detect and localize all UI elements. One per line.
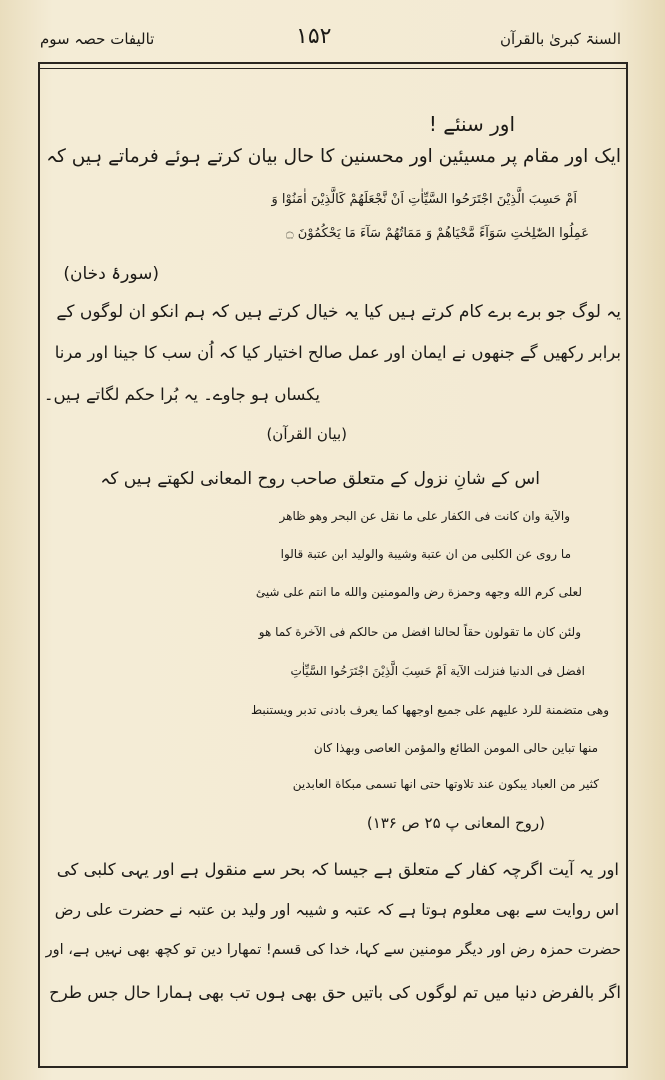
paragraph-line: ایک اور مقام پر مسیئین اور محسنین کا حال بیان کرتے ہوئے فرماتے ہیں کہ (46, 146, 621, 167)
source-reference: (بیان القرآن) (266, 425, 347, 443)
quran-verse-line: اَمْ حَسِبَ الَّذِیْنَ اجْتَرَحُوا السَّیِّاٰتِ اَنْ نَّجْعَلَهُمْ كَالَّذِیْنَ اٰمَنُوْا وَ (271, 192, 577, 207)
surah-reference: (سورۂ دخان) (63, 264, 159, 284)
paragraph-line: حضرت حمزہ رض اور دیگر مومنین سے کہا، خدا کی قسم! تمھارا دین تو کچھ بھی نہیں ہے، اور (45, 942, 621, 958)
arabic-quote-line: لعلی کرم الله وجهه وحمزة رض والمومنین والله ما انتم علی شیئ (255, 585, 582, 599)
arabic-quote-line: منها تباین حالی المومن الطائع والمؤمن العاصی وبهذا کان (313, 741, 598, 755)
page-number: ۱۵۲ (296, 24, 332, 49)
quran-verse-line: عَمِلُوا الصّٰلِحٰتِ سَوَآءً مَّحْیَاهُمْ وَ مَمَاتُهُمْ سَآءَ مَا یَحْكُمُوْنَ ۝ (286, 226, 589, 241)
paragraph-line: اس روایت سے بھی معلوم ہوتا ہے کہ عتبہ و شیبہ اور ولید بن عتبہ نے حضرت علی رض (54, 901, 619, 919)
arabic-quote-line: کثیر من العباد یبکون عند تلاوتها حتی انها تسمی مبکاة العابدین (292, 777, 599, 791)
running-header-left: تالیفات حصہ سوم (40, 30, 155, 48)
arabic-quote-line: ما روی عن الکلبی من ان عتبة وشیبة والولید ابن عتبة قالوا (280, 547, 571, 561)
arabic-quote-line: افضل فی الدنیا فنزلت الآیة اَمْ حَسِبَ الَّذِیْنَ اجْتَرَحُوا السَّیِّاٰتِ (290, 664, 585, 678)
paragraph-line: اگر بالفرض دنیا میں تم لوگوں کی باتیں حق بھی ہوں تب بھی ہمارا حال جس طرح (49, 983, 621, 1002)
translation-line: برابر رکھیں گے جنھوں نے ایمان اور عمل صالح اختیار کیا کہ اُن سب کا جینا اور مرنا (54, 343, 621, 362)
paragraph-line: اس کے شانِ نزول کے متعلق صاحب روح المعانی لکھتے ہیں کہ (100, 469, 540, 489)
arabic-quote-line: ولئن کان ما تقولون حقاً لحالنا افضل من حالکم فی الآخرة کما هو (258, 625, 581, 639)
paragraph-line: اور یہ آیت اگرچہ کفار کے متعلق ہے جیسا کہ بحر سے منقول ہے اور یہی کلبی کی (56, 860, 619, 879)
translation-line: یکساں ہو جاوے۔ یہ بُرا حکم لگاتے ہیں۔ (43, 385, 320, 404)
running-header-right: السنۃ کبریٰ بالقرآن (499, 30, 621, 48)
arabic-quote-line: والآیة وان کانت فی الکفار علی ما نقل عن البحر وهو ظاهر (279, 509, 570, 523)
intro-line: اور سنئے ! (428, 112, 515, 136)
translation-line: یہ لوگ جو برے برے کام کرتے ہیں کیا یہ خیال کرتے ہیں کہ ہم انکو ان لوگوں کے (56, 302, 621, 322)
arabic-quote-line: وهی متضمنة للرد علیهم علی جمیع اوجهها کما یعرف بادنی تدبر ویستنبط (250, 703, 609, 717)
source-reference: (روح المعانی پ ۲۵ ص ۱۳۶) (366, 814, 545, 832)
